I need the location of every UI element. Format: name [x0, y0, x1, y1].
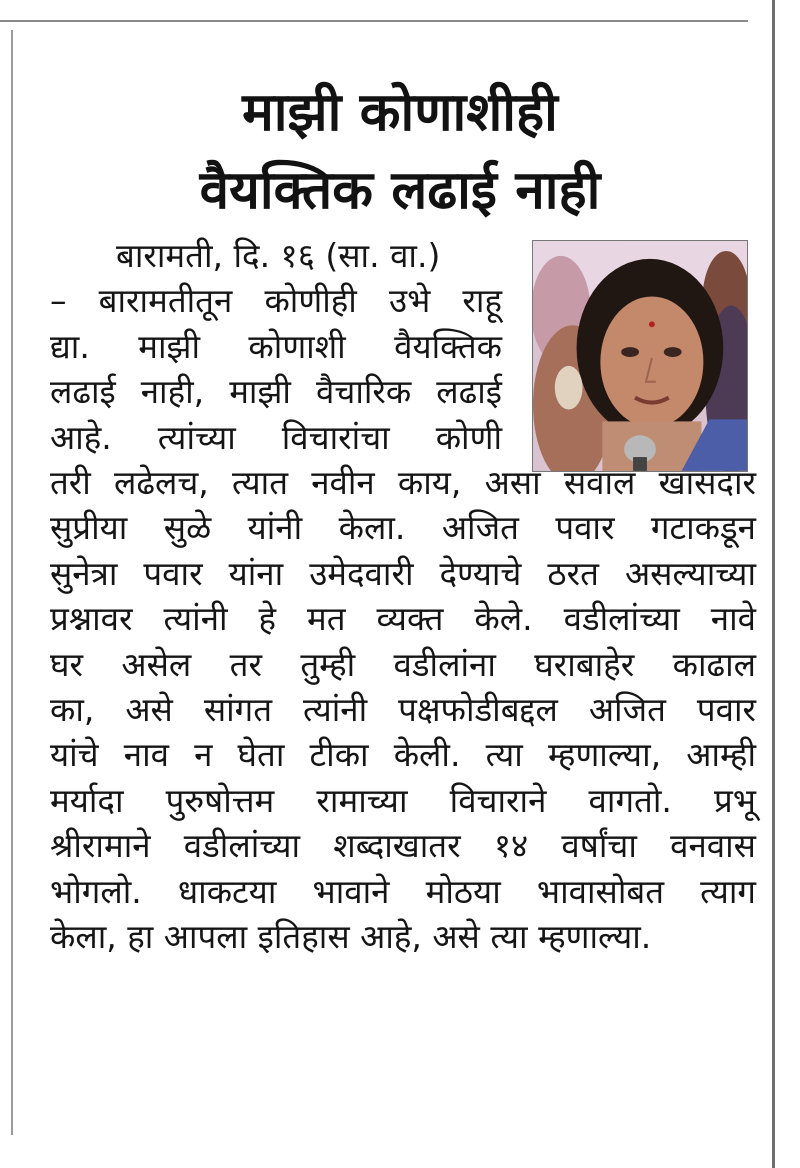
headline-line-2: वैयक्तिक लढाई नाही [199, 160, 601, 221]
body-line-1: बारामती, दि. १६ (सा. वा.) [116, 236, 441, 275]
left-rule [11, 30, 13, 1135]
article-body [50, 233, 760, 960]
body-line-5: आहे. त्यांच्या विचारांचा कोणी [50, 417, 502, 457]
body-line-11: का, असे सांगत त्यांनी पक्षफोडीबद्दल अजित पवार [50, 690, 756, 730]
body-line-12: यांचे नाव न घेता टीका केली. त्या म्हणाल्या, आम्ही [50, 735, 756, 775]
body-line-4: लढाई नाही, माझी वैचारिक लढाई [50, 372, 502, 412]
headline-line-1: माझी कोणाशीही [242, 82, 558, 143]
body-line-3: द्या. माझी कोणाशी वैयक्तिक [50, 326, 502, 366]
top-rule [0, 20, 748, 22]
body-line-2: – बारामतीतून कोणीही उभे राहू [50, 281, 502, 321]
body-line-14: श्रीरामाने वडीलांच्या शब्दाखातर १४ वर्षांचा वनवास [50, 826, 756, 866]
headline [40, 74, 760, 230]
body-line-7: सुप्रीया सुळे यांनी केला. अजित पवार गटाकडून [50, 508, 756, 548]
right-rule [772, 0, 775, 1168]
body-line-10: घर असेल तर तुम्ही वडीलांना घराबाहेर काढाल [50, 644, 756, 684]
body-line-13: मर्यादा पुरुषोत्तम रामाच्या विचाराने वागतो. प्रभू [50, 780, 756, 820]
body-line-9: प्रश्नावर त्यांनी हे मत व्यक्त केले. वडीलांच्या नावे [50, 599, 756, 639]
body-line-15: भोगलो. धाकटया भावाने मोठया भावासोबत त्याग [50, 871, 756, 911]
body-line-8: सुनेत्रा पवार यांना उमेदवारी देण्याचे ठरत असल्याच्या [50, 553, 756, 593]
body-line-16: केला, हा आपला इतिहास आहे, असे त्या म्हणाल्या. [50, 917, 652, 957]
body-line-6: तरी लढेलच, त्यात नवीन काय, असा सवाल खासदार [50, 463, 756, 503]
